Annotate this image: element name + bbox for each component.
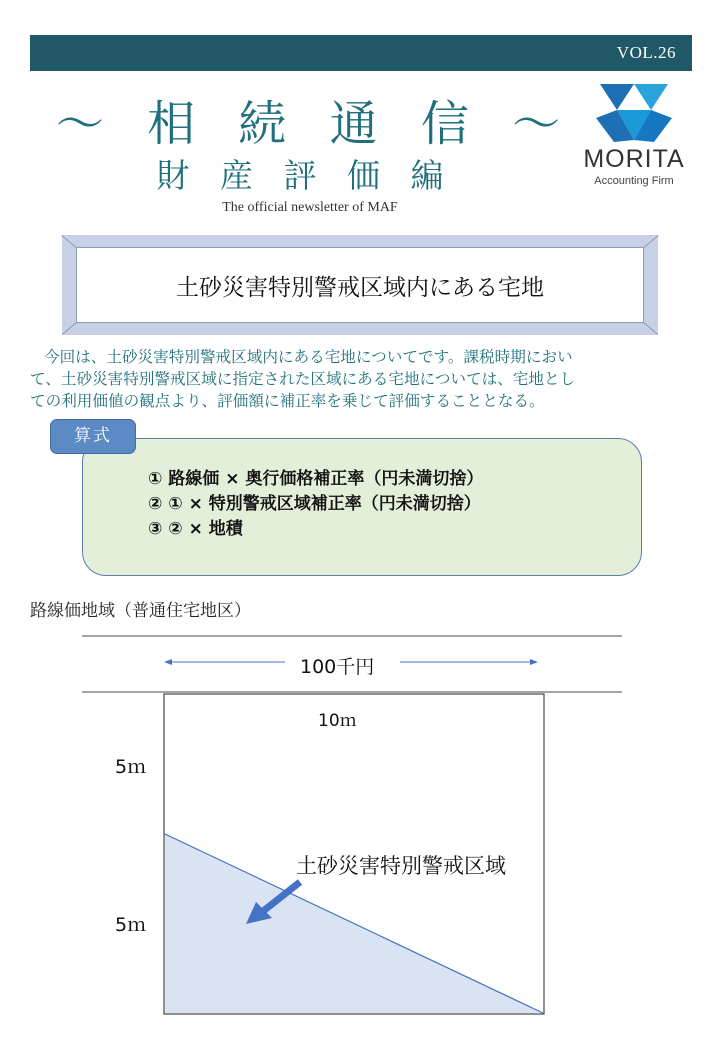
logo-name: MORITA <box>583 145 685 173</box>
formula-label: 算式 <box>50 419 136 454</box>
newsletter-title: ～ 相 続 通 信 ～ <box>55 96 575 152</box>
formula-step: ② ① × 特別警戒区域補正率（円未満切捨） <box>148 494 481 514</box>
formula-steps <box>148 467 483 542</box>
road-price-label: 100千円 <box>300 656 375 678</box>
depth-lower-label: 5ｍ <box>115 914 147 936</box>
region-label: 路線価地域（普通住宅地区） <box>30 601 251 621</box>
header-bar <box>30 35 692 71</box>
logo-subtitle: Accounting Firm <box>594 175 674 187</box>
lot-diagram <box>0 620 720 1040</box>
newsletter-tagline: The official newsletter of MAF <box>222 200 398 215</box>
topic-frame <box>62 235 658 335</box>
depth-upper-label: 5ｍ <box>115 756 147 778</box>
intro-paragraph <box>30 346 695 412</box>
intro-line: 今回は、土砂災害特別警戒区域内にある宅地についてです。課税時期におい <box>44 348 573 366</box>
formula-step: ③ ② × 地積 <box>148 519 243 539</box>
intro-line: て、土砂災害特別警戒区域に指定された区域にある宅地については、宅地とし <box>30 370 576 388</box>
frontage-label: 10ｍ <box>318 711 357 731</box>
topic-title: 土砂災害特別警戒区域内にある宅地 <box>76 247 644 323</box>
warning-zone-label: 土砂災害特別警戒区域 <box>296 854 506 878</box>
intro-line: ての利用価値の観点より、評価額に補正率を乗じて評価することとなる。 <box>30 392 545 410</box>
newsletter-subtitle: 財 産 評 価 編 <box>156 156 454 195</box>
formula-step: ① 路線価 × 奥行価格補正率（円未満切捨） <box>148 469 484 489</box>
volume-number: VOL.26 <box>616 43 676 62</box>
